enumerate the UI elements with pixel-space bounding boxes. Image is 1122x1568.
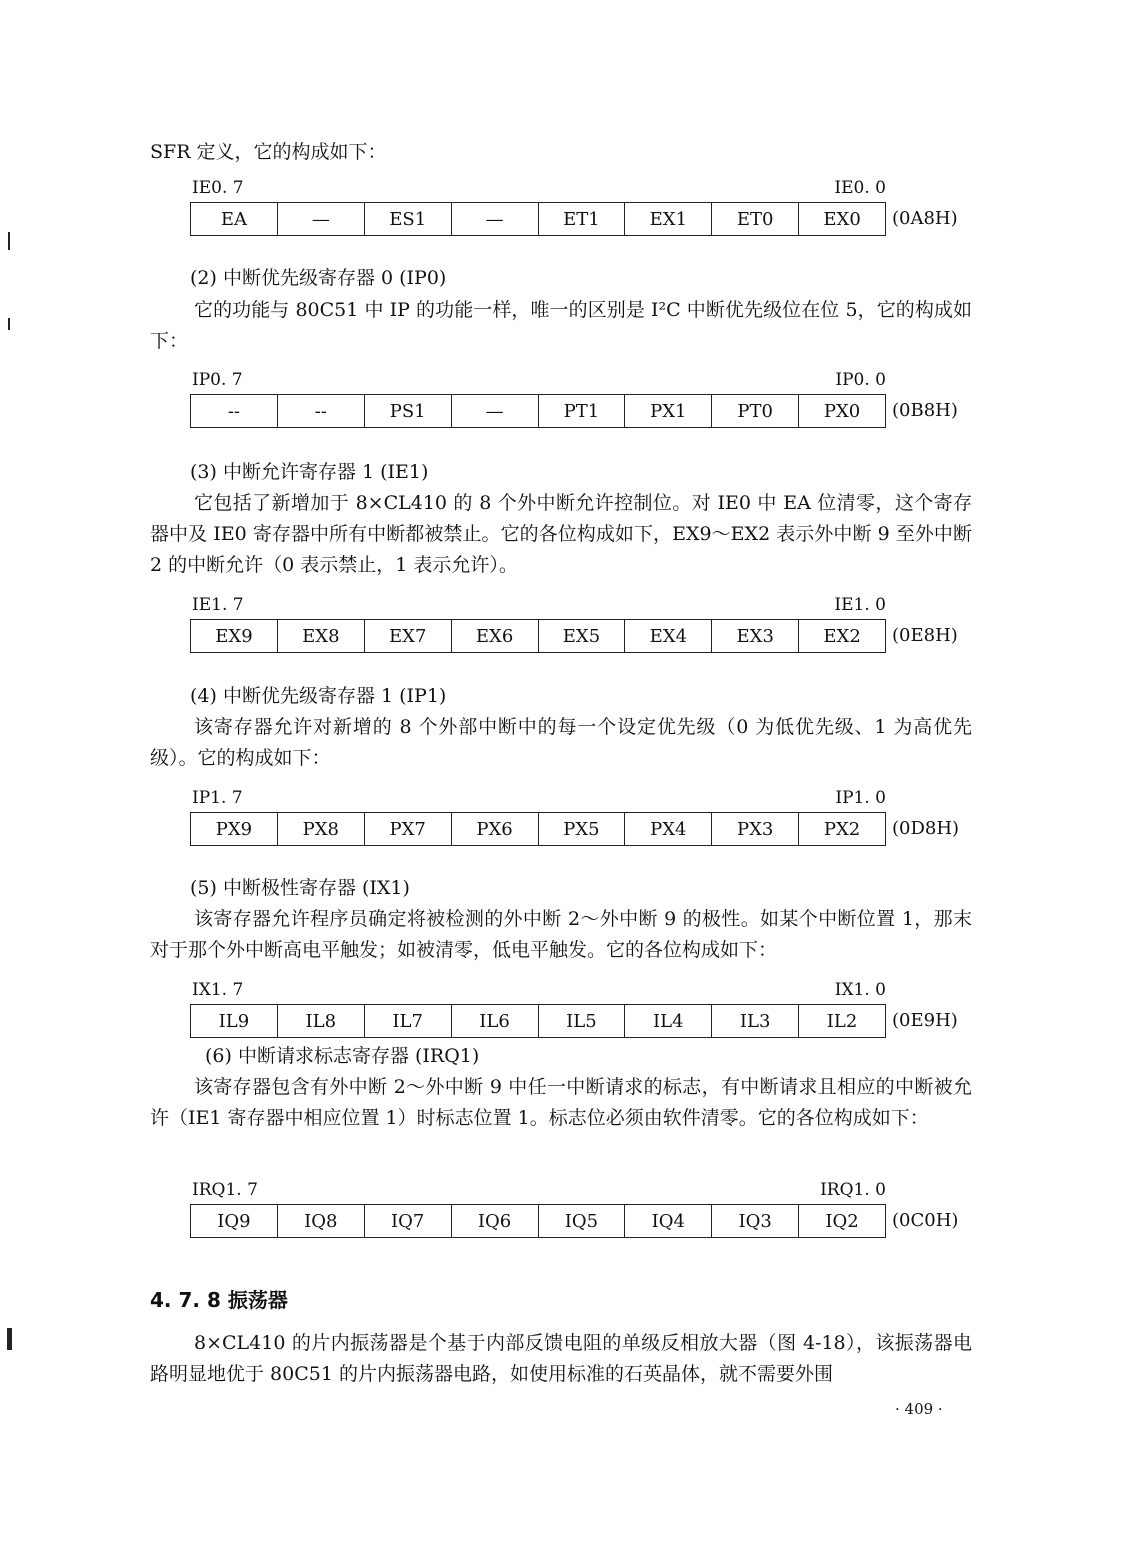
section-title-ie1: (3) 中断允许寄存器 1 (IE1) [190, 461, 429, 483]
bit-cell: EA [191, 203, 278, 235]
bit-cell: IL7 [365, 1005, 452, 1037]
section-title-ix1: (5) 中断极性寄存器 (IX1) [190, 877, 410, 899]
oscillator-paragraph: 8×CL410 的片内振荡器是个基于内部反馈电阻的单级反相放大器（图 4-18），该振荡器电路明显地优于 80C51 的片内振荡器电路，如使用标准的石英晶体，就不需要外围 [150, 1332, 972, 1385]
register-ie1 [190, 595, 980, 659]
bit-cell: PX7 [365, 813, 452, 845]
bit-cell: EX6 [452, 620, 539, 652]
bit-cell: IQ8 [278, 1205, 365, 1237]
register-low-bit-label: IX1. 0 [834, 980, 886, 1000]
scan-mark [7, 1328, 12, 1350]
bit-cell: PX8 [278, 813, 365, 845]
bit-cell: PS1 [365, 395, 452, 427]
bit-cell: — [452, 395, 539, 427]
register-ie0 [190, 178, 980, 242]
bit-cell: ET0 [712, 203, 799, 235]
register-address: (0E9H) [892, 1010, 958, 1031]
page-number: · 409 · [895, 1400, 943, 1418]
scan-mark [8, 318, 10, 330]
register-address: (0D8H) [892, 818, 960, 839]
register-high-bit-label: IRQ1. 7 [192, 1180, 258, 1200]
bit-cell: IL5 [539, 1005, 626, 1037]
register-low-bit-label: IE0. 0 [834, 178, 886, 198]
bit-cell: EX8 [278, 620, 365, 652]
bit-cell: PX4 [625, 813, 712, 845]
register-low-bit-label: IE1. 0 [834, 595, 886, 615]
section-body-irq1: 该寄存器包含有外中断 2～外中断 9 中任一中断请求的标志，有中断请求且相应的中断被允许（IE1 寄存器中相应位置 1）时标志位置 1。标志位必须由软件清零。它的各位构成如下： [150, 1076, 972, 1129]
intro-text: SFR 定义，它的构成如下： [150, 141, 387, 163]
bit-cell: -- [278, 395, 365, 427]
bit-cell: IQ7 [365, 1205, 452, 1237]
bit-cell: — [452, 203, 539, 235]
bit-cell: IL6 [452, 1005, 539, 1037]
bit-cell: EX3 [712, 620, 799, 652]
bit-cell: IQ9 [191, 1205, 278, 1237]
register-bit-cells [190, 619, 886, 653]
bit-cell: IQ5 [539, 1205, 626, 1237]
bit-cell: EX5 [539, 620, 626, 652]
bit-cell: IL9 [191, 1005, 278, 1037]
bit-cell: PX0 [823, 400, 861, 422]
section-body-ix1: 该寄存器允许程序员确定将被检测的外中断 2～外中断 9 的极性。如某个中断位置 1，那末对于那个外中断高电平触发；如被清零，低电平触发。它的各位构成如下： [150, 908, 972, 961]
scan-mark [8, 232, 10, 250]
register-address: (0E8H) [892, 625, 958, 646]
bit-cell: PT1 [539, 395, 626, 427]
bit-cell: EX2 [823, 625, 861, 647]
section-body-ip1: 该寄存器允许对新增的 8 个外部中断中的每一个设定优先级（0 为低优先级、1 为高优先级）。它的构成如下： [150, 716, 972, 769]
bit-cell: EX0 [823, 208, 861, 230]
section-body-ie1: 它包括了新增加于 8×CL410 的 8 个外中断允许控制位。对 IE0 中 EA 位清零，这个寄存器中及 IE0 寄存器中所有中断都被禁止。它的各位构成如下，EX9～EX2 表示外中断 9 至外中断 2 的中断允许（0 表示禁止，1 表示允许）。 [150, 492, 972, 576]
bit-cell: IL2 [826, 1010, 858, 1032]
bit-cell: IL4 [625, 1005, 712, 1037]
bit-cell: PX5 [539, 813, 626, 845]
register-high-bit-label: IP1. 7 [192, 788, 243, 808]
bit-cell: IQ2 [825, 1210, 859, 1232]
bit-cell: — [278, 203, 365, 235]
register-high-bit-label: IE1. 7 [192, 595, 244, 615]
section-body-ip0: 它的功能与 80C51 中 IP 的功能一样，唯一的区别是 I²C 中断优先级位在位 5，它的构成如下： [150, 299, 972, 352]
bit-cell: PX6 [452, 813, 539, 845]
register-address: (0C0H) [892, 1210, 959, 1231]
bit-cell: PX3 [712, 813, 799, 845]
register-ip0 [190, 370, 980, 434]
bit-cell: IQ6 [452, 1205, 539, 1237]
bit-cell: IQ4 [625, 1205, 712, 1237]
register-bit-cells [190, 812, 886, 846]
bit-cell: EX7 [365, 620, 452, 652]
register-ip1 [190, 788, 980, 852]
bit-cell: EX9 [191, 620, 278, 652]
bit-cell: IL8 [278, 1005, 365, 1037]
register-high-bit-label: IX1. 7 [192, 980, 244, 1000]
section-title-irq1: (6) 中断请求标志寄存器 (IRQ1) [205, 1045, 480, 1067]
register-low-bit-label: IP0. 0 [835, 370, 886, 390]
register-bit-cells [190, 202, 886, 236]
bit-cell: EX4 [625, 620, 712, 652]
section-title-ip1: (4) 中断优先级寄存器 1 (IP1) [190, 685, 447, 707]
register-high-bit-label: IP0. 7 [192, 370, 243, 390]
register-address: (0A8H) [892, 208, 958, 229]
bit-cell: IQ3 [712, 1205, 799, 1237]
register-irq1 [190, 1180, 980, 1244]
section-title-ip0: (2) 中断优先级寄存器 0 (IP0) [190, 267, 447, 289]
register-high-bit-label: IE0. 7 [192, 178, 244, 198]
bit-cell: IL3 [712, 1005, 799, 1037]
register-bit-cells [190, 394, 886, 428]
bit-cell: PX1 [625, 395, 712, 427]
bit-cell: PX9 [191, 813, 278, 845]
register-bit-cells [190, 1004, 886, 1038]
register-address: (0B8H) [892, 400, 958, 421]
register-ix1 [190, 980, 980, 1044]
bit-cell: ET1 [539, 203, 626, 235]
bit-cell: PX2 [823, 818, 861, 840]
register-low-bit-label: IP1. 0 [835, 788, 886, 808]
section-heading-oscillator: 4. 7. 8 振荡器 [150, 1288, 288, 1312]
register-bit-cells [190, 1204, 886, 1238]
register-low-bit-label: IRQ1. 0 [820, 1180, 886, 1200]
bit-cell: EX1 [625, 203, 712, 235]
bit-cell: PT0 [712, 395, 799, 427]
bit-cell: ES1 [365, 203, 452, 235]
bit-cell: -- [191, 395, 278, 427]
